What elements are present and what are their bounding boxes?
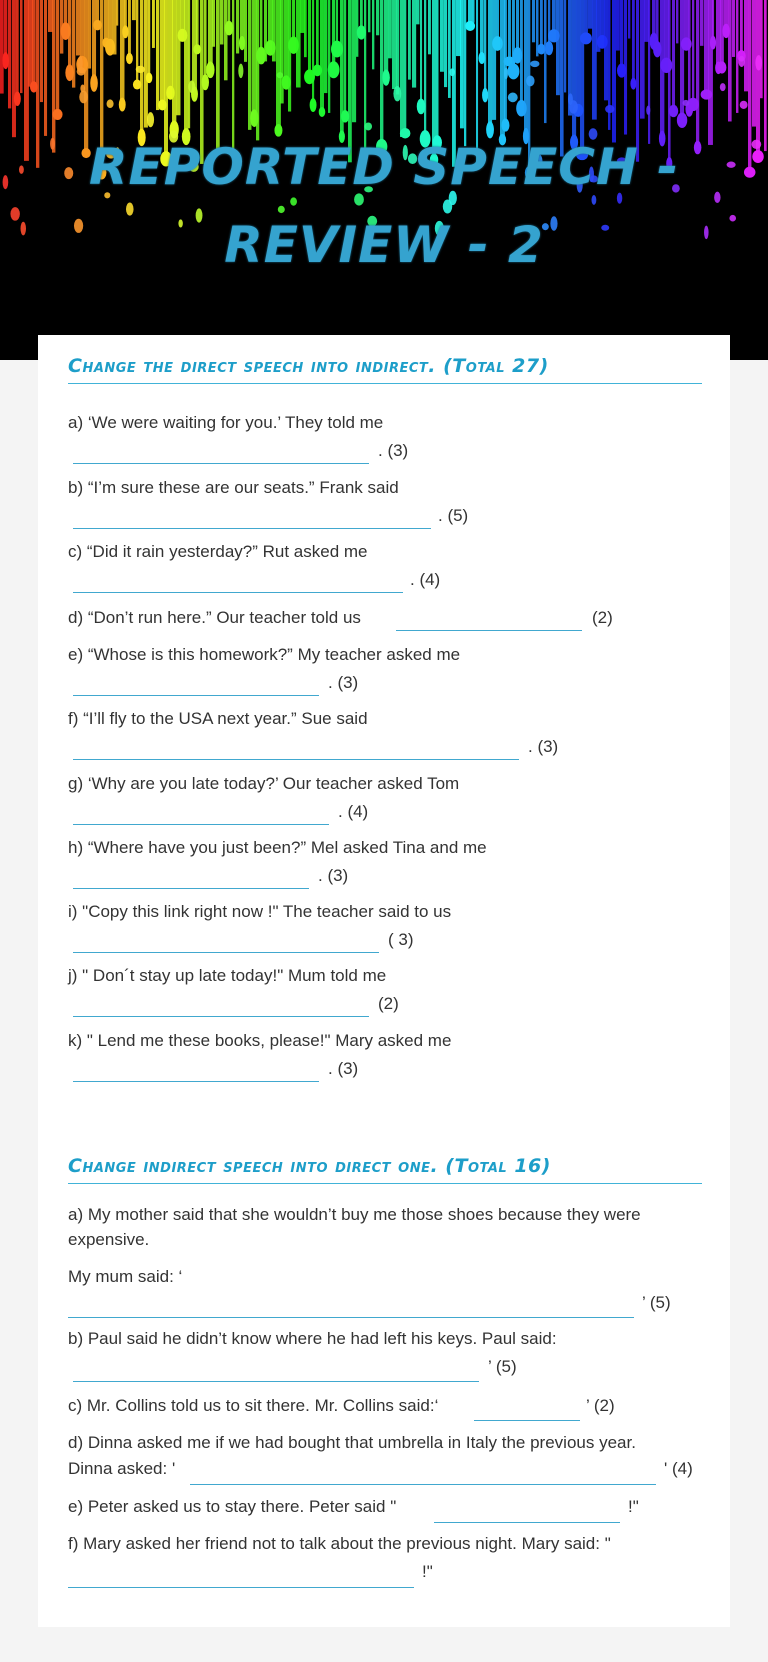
s1-answer-e[interactable] (73, 695, 319, 696)
s1-answer-h[interactable] (73, 888, 309, 889)
s2-points-f: !" (422, 1562, 433, 1581)
s1-points-c: . (4) (410, 570, 441, 589)
s1-points-j: (2) (378, 994, 399, 1013)
s2-points-c: ’ (2) (586, 1396, 615, 1415)
s2-question-a-lead: My mum said: ‘ (68, 1267, 183, 1286)
s2-answer-d[interactable] (190, 1484, 656, 1485)
s1-answer-b[interactable] (73, 528, 431, 529)
s1-question-c: c) “Did it rain yesterday?” Rut asked me (68, 542, 368, 561)
s2-answer-e[interactable] (434, 1522, 620, 1523)
s2-question-a-cont: expensive. (68, 1230, 150, 1249)
s1-points-f: . (3) (528, 737, 559, 756)
title-line-1: REPORTED SPEECH - (89, 138, 679, 196)
s2-answer-a[interactable] (68, 1317, 634, 1318)
page-title (0, 128, 768, 284)
s1-points-d: (2) (592, 608, 613, 627)
section-1-title: Change the direct speech into indirect. (Total 27) (68, 355, 702, 384)
s1-question-j: j) " Don´t stay up late today!" Mum told me (68, 966, 387, 985)
s1-points-k: . (3) (328, 1059, 359, 1078)
s2-answer-c[interactable] (474, 1420, 580, 1421)
s2-question-d: d) Dinna asked me if we had bought that umbrella in Italy the previous year. (68, 1433, 636, 1452)
s1-points-b: . (5) (438, 506, 469, 525)
header-banner (0, 0, 768, 360)
s2-answer-b[interactable] (73, 1381, 479, 1382)
s1-answer-g[interactable] (73, 824, 329, 825)
s1-answer-k[interactable] (73, 1081, 319, 1082)
s2-question-f: f) Mary asked her friend not to talk about the previous night. Mary said: " (68, 1534, 611, 1553)
s1-question-b: b) “I’m sure these are our seats.” Frank said (68, 478, 399, 497)
worksheet-card (38, 335, 730, 1627)
s2-points-d: ' (4) (664, 1459, 693, 1478)
s2-points-b: ’ (5) (488, 1357, 517, 1376)
s2-answer-f[interactable] (68, 1587, 414, 1588)
title-line-2: REVIEW - 2 (224, 216, 544, 274)
s1-question-a: a) ‘We were waiting for you.’ They told me (68, 413, 384, 432)
s1-answer-i[interactable] (73, 952, 379, 953)
s2-question-d-lead: Dinna asked: ' (68, 1459, 176, 1478)
s2-question-e: e) Peter asked us to stay there. Peter said " (68, 1497, 397, 1516)
s2-points-e: !" (628, 1497, 639, 1516)
s1-points-a: . (3) (378, 441, 409, 460)
s1-answer-a[interactable] (73, 463, 369, 464)
s1-question-k: k) " Lend me these books, please!" Mary asked me (68, 1031, 452, 1050)
s1-question-d: d) “Don’t run here.” Our teacher told us (68, 608, 361, 627)
s1-question-i: i) "Copy this link right now !" The teacher said to us (68, 902, 452, 921)
s1-points-h: . (3) (318, 866, 349, 885)
s1-question-e: e) “Whose is this homework?” My teacher asked me (68, 645, 461, 664)
s2-points-a: ’ (5) (642, 1293, 671, 1312)
s1-answer-f[interactable] (73, 759, 519, 760)
s1-answer-c[interactable] (73, 592, 403, 593)
s1-points-e: . (3) (328, 673, 359, 692)
s2-question-a: a) My mother said that she wouldn’t buy me those shoes because they were (68, 1205, 641, 1224)
s2-question-c: c) Mr. Collins told us to sit there. Mr. Collins said:‘ (68, 1396, 439, 1415)
s1-answer-j[interactable] (73, 1016, 369, 1017)
s1-question-f: f) “I’ll fly to the USA next year.” Sue said (68, 709, 368, 728)
s1-question-g: g) ‘Why are you late today?’ Our teacher asked Tom (68, 774, 460, 793)
s1-question-h: h) “Where have you just been?” Mel asked Tina and me (68, 838, 487, 857)
s2-question-b: b) Paul said he didn’t know where he had left his keys. Paul said: (68, 1329, 557, 1348)
s1-points-g: . (4) (338, 802, 369, 821)
section-2-title: Change indirect speech into direct one. (Total 16) (68, 1155, 702, 1184)
s1-answer-d[interactable] (396, 630, 582, 631)
s1-points-i: ( 3) (388, 930, 414, 949)
